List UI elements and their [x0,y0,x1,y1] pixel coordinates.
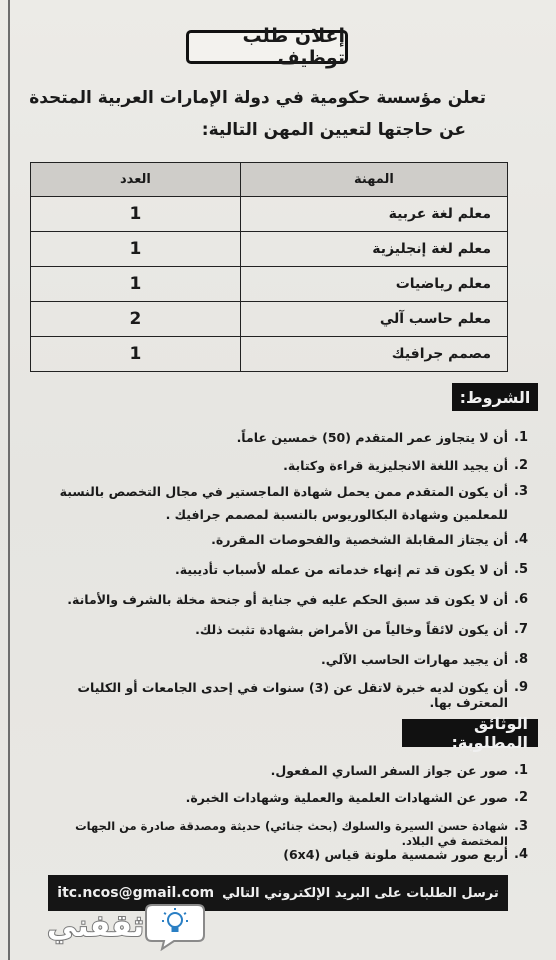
announcement-title: إعلان طلب توظيف [186,30,348,64]
job-title-cell: معلم رياضيات [240,267,507,302]
item-number: 2. [514,458,528,473]
job-title-cell: مصمم جرافيك [240,337,507,372]
item-number: 1. [514,763,528,778]
job-count-cell: 1 [31,232,241,267]
item-text: أن يجيد مهارات الحاسب الآلي. [321,652,508,667]
item-number: 3. [514,819,528,834]
job-count-cell: 1 [31,337,241,372]
intro-text [29,82,486,146]
item-text: أن لا يتجاوز عمر المتقدم (50) خمسين عاماً. [236,430,508,445]
item-text: شهادة حسن السيرة والسلوك (بحث جنائي) حديثة ومصدقة صادرة من الجهات المختصة في البلاد. [75,819,508,848]
item-text: أن يجتاز المقابلة الشخصية والفحوصات المقررة. [211,532,508,547]
item-number: 4. [514,532,528,547]
list-item [24,819,534,847]
list-item [24,763,534,790]
job-title-cell: معلم لغة إنجليزية [240,232,507,267]
item-number: 3. [514,484,528,499]
list-item [24,592,534,622]
documents-heading: الوثائق المطلوبة: [402,719,538,747]
job-title-cell: معلم حاسب آلي [240,302,507,337]
item-text: أن يكون لائقاً وخالياً من الأمراض بشهادة تثبت ذلك. [195,622,508,637]
table-row [31,302,508,337]
job-title-cell: معلم لغة عربية [240,197,507,232]
item-number: 7. [514,622,528,637]
intro-line-1: تعلن مؤسسة حكومية في دولة الإمارات العربية المتحدة [29,88,486,108]
jobs-table [30,162,508,372]
item-number: 5. [514,562,528,577]
list-item [24,622,534,652]
item-text: صور عن جواز السفر الساري المفعول. [270,763,508,778]
email-address[interactable]: itc.ncos@gmail.com [57,885,215,901]
list-item [24,652,534,680]
job-count-cell: 1 [31,197,241,232]
column-header-job: المهنة [240,163,507,197]
table-row [31,232,508,267]
item-number: 1. [514,430,528,445]
item-text: أن يجيد اللغة الانجليزية قراءة وكتابة. [283,458,508,473]
conditions-heading: الشروط: [452,383,538,411]
email-instruction: ترسل الطلبات على البريد الإلكتروني التالي [222,885,499,901]
list-item [24,847,534,873]
job-count-cell: 1 [31,267,241,302]
list-item [24,562,534,592]
item-number: 8. [514,652,528,667]
item-text: أربع صور شمسية ملونة قياس (6x4) [283,847,508,862]
column-header-count: العدد [31,163,241,197]
table-row [31,267,508,302]
conditions-list [24,430,534,708]
documents-list [24,763,534,873]
table-row [31,197,508,232]
table-row [31,337,508,372]
item-number: 2. [514,790,528,805]
list-item [24,480,534,532]
list-item [24,790,534,819]
watermark-logo [16,897,206,955]
table-header-row [31,163,508,197]
item-number: 4. [514,847,528,862]
job-count-cell: 2 [31,302,241,337]
intro-line-2: عن حاجتها لتعيين المهن التالية: [201,120,466,140]
list-item [24,680,534,708]
lightbulb-icon [144,901,206,951]
item-text: أن لا يكون قد تم إنهاء خدماته من عمله لأسباب تأديبية. [175,562,508,577]
list-item [24,532,534,562]
page-edge-line [8,0,10,960]
item-text: أن يكون لديه خبرة لاتقل عن (3) سنوات في إحدى الجامعات أو الكليات المعترف بها. [77,680,508,710]
item-text: أن لا يكون قد سبق الحكم عليه في جناية أو جنحة مخلة بالشرف والأمانة. [67,592,508,607]
item-number: 9. [514,680,528,695]
list-item [24,430,534,458]
item-text: صور عن الشهادات العلمية والعملية وشهادات الخبرة. [185,790,508,805]
item-text: أن يكون المتقدم ممن يحمل شهادة الماجستير في مجال التخصص بالنسبة للمعلمين وشهادة البكالوريوس بالنسبة لمصمم جرافيك . [59,484,508,522]
item-number: 6. [514,592,528,607]
watermark-text: ثقفني [46,908,144,944]
